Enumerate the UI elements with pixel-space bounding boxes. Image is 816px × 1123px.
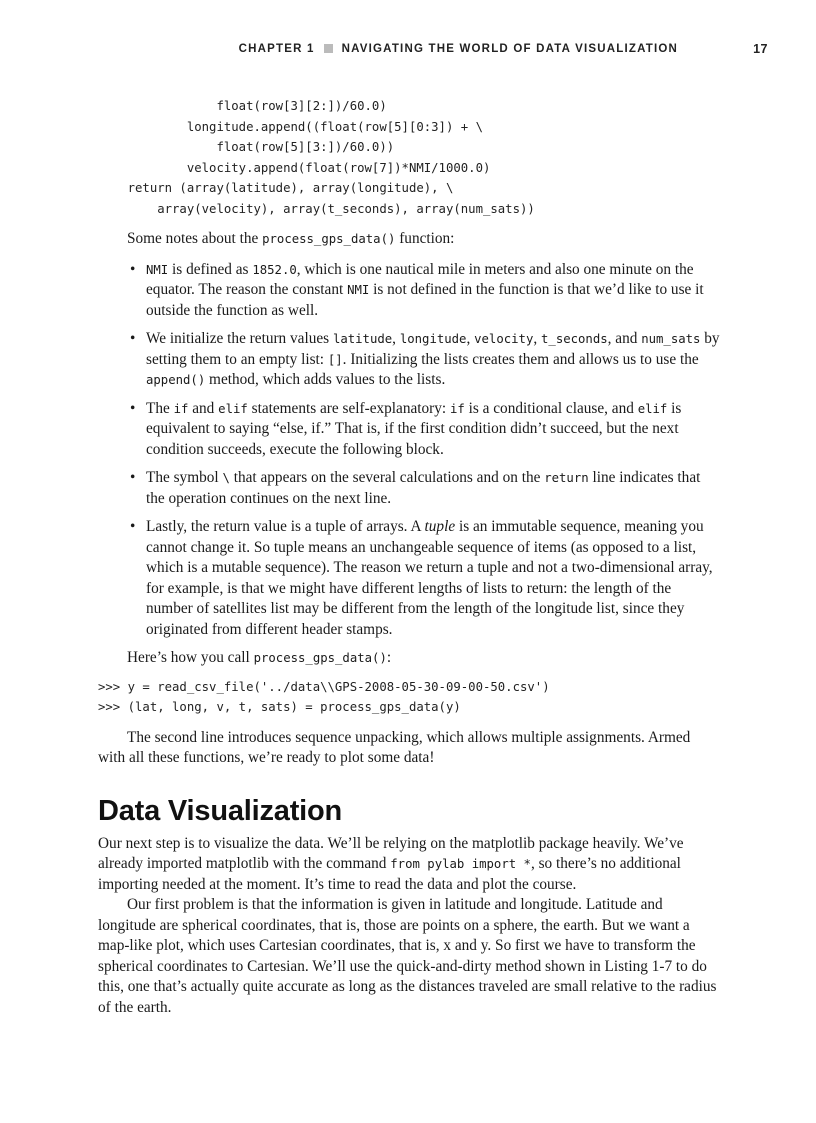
code-block-return: return (array(latitude), array(longitude), \ array(velocity), array(t_seconds), array(num_sats)) [127,181,535,216]
bullet-text: Lastly, the return value is a tuple of arrays. A [146,518,425,535]
bullet-code: elif [637,401,668,416]
bullet-item [98,517,720,640]
bullet-text: line indicates that the operation continues on the next line. [146,469,701,507]
call-intro-paragraph [98,648,720,669]
bullet-code: NMI [146,262,169,277]
bullet-text: is equivalent to saying “else, if.” That is, if the first condition didn’t succeed, but the next condition succeeds, execute the following block. [146,399,682,458]
bullet-text: statements are self-explanatory: [247,399,450,417]
bullet-text: is defined as [168,260,253,278]
bullet-text: The symbol [146,469,223,486]
notes-bullet-list [98,260,720,641]
bullet-text: The [146,399,174,417]
bullet-code: [] [327,352,343,367]
code-block-continuation: float(row[3][2:])/60.0) longitude.append((float(row[5][0:3]) + \ float(row[5][3:])/60.0)) velocity.append(float(row[7])*NMI/1000.0) [186,99,491,175]
notes-intro-text: Some notes about the [127,230,263,247]
bullet-dot-icon: • [130,330,136,347]
page-content [98,96,720,1018]
bullet-item [98,260,720,322]
bullet-text: , [392,330,400,347]
bullet-dot-icon: • [130,518,136,535]
bullet-code: if [173,401,189,416]
bullet-text: is a conditional clause, and [464,399,638,417]
notes-intro-after: function: [395,230,455,247]
bullet-text: by setting them to an empty list: [146,330,720,368]
bullet-code: append() [146,373,206,387]
bullet-text: and [188,399,219,417]
bullet-text: . Initializing the lists creates them and allows us to use the [342,350,699,368]
bullet-code: velocity [474,332,534,346]
running-head [98,40,768,60]
bullet-text: We initialize the return values [146,330,333,347]
section-p1-after: , so there’s no additional importing needed at the moment. It’s time to read the data and plot the course. [98,855,681,893]
bullet-text: is not defined in the function is that we’d like to use it outside the function as well. [146,281,704,319]
bullet-code: NMI [347,283,370,297]
separator-square-icon [324,44,333,53]
call-intro-after: : [386,649,392,666]
bullet-item [98,399,720,461]
bullet-code: 1852.0 [252,262,297,277]
bullet-dot-icon: • [130,469,136,486]
section-heading: Data Visualization [98,794,343,827]
chapter-label: CHAPTER 1 [238,43,315,55]
bullet-code: return [544,471,589,485]
bullet-dot-icon: • [130,399,136,417]
notes-intro-paragraph [98,229,720,250]
bullet-text: that appears on the several calculations and on the [229,469,545,486]
section-paragraph-1 [98,834,720,896]
bullet-text: is an immutable sequence, meaning you cannot change it. So tuple means an unchangeable sequence of items (as opposed to a list, which is a mutable sequence). The reason we return a tuple and not a two-dimensional array, for example, is that we might have different lengths of lists to return: the length of the number of satellites list may be different from the length of the longitude list, since they originated from different header stamps. [146,518,713,638]
bullet-emphasis: tuple [424,518,456,535]
bullet-text: , [533,330,542,347]
bullet-code: if [449,401,465,416]
section-p1-code: from pylab import * [390,857,531,871]
code-block-call: >>> y = read_csv_file('../data\\GPS-2008-05-30-09-00-50.csv') >>> (lat, long, v, t, sats) = process_gps_data(y) [98,679,550,714]
bullet-text: , which is one nautical mile in meters and also one minute on the equator. The reason the constant [146,260,694,298]
notes-intro-code: process_gps_data() [262,232,396,246]
chapter-header [239,43,678,55]
section-paragraph-2: Our first problem is that the information is given in latitude and longitude. Latitude and longitude are spherical coordinates, that is, those are points on a sphere, the earth. But we want a map-like plot, which uses Cartesian coordinates, that is, x and y. So first we have to transform the spherical coordinates to Cartesian. We’ll use the quick-and-dirty method shown in Listing 1-7 to do this, one that’s actually quite accurate as long as the distances traveled are small relative to the radius of the earth. [98,896,717,1016]
call-intro-text: Here’s how you call [127,649,254,666]
bullet-code: latitude [332,332,393,346]
call-intro-code: process_gps_data() [253,651,387,665]
bullet-text: , [466,330,475,347]
bullet-item [98,468,720,509]
bullet-dot-icon: • [130,260,136,278]
page-number: 17 [753,42,768,56]
bullet-code: num_sats [641,332,701,346]
unpacking-paragraph: The second line introduces sequence unpacking, which allows multiple assignments. Armed with all these functions, we’re ready to plot some data! [98,728,691,766]
bullet-code: \ [222,471,230,485]
bullet-text: method, which adds values to the lists. [205,371,446,388]
bullet-code: t_seconds [541,332,608,346]
bullet-item [98,329,720,391]
chapter-title: NAVIGATING THE WORLD OF DATA VISUALIZATION [341,43,678,55]
section-p1-text: Our next step is to visualize the data. We’ll be relying on the matplotlib package heavily. We’ve already imported matplotlib with the command [98,834,684,872]
bullet-code: elif [218,401,248,416]
bullet-text: , and [607,330,642,347]
bullet-code: longitude [399,332,467,346]
